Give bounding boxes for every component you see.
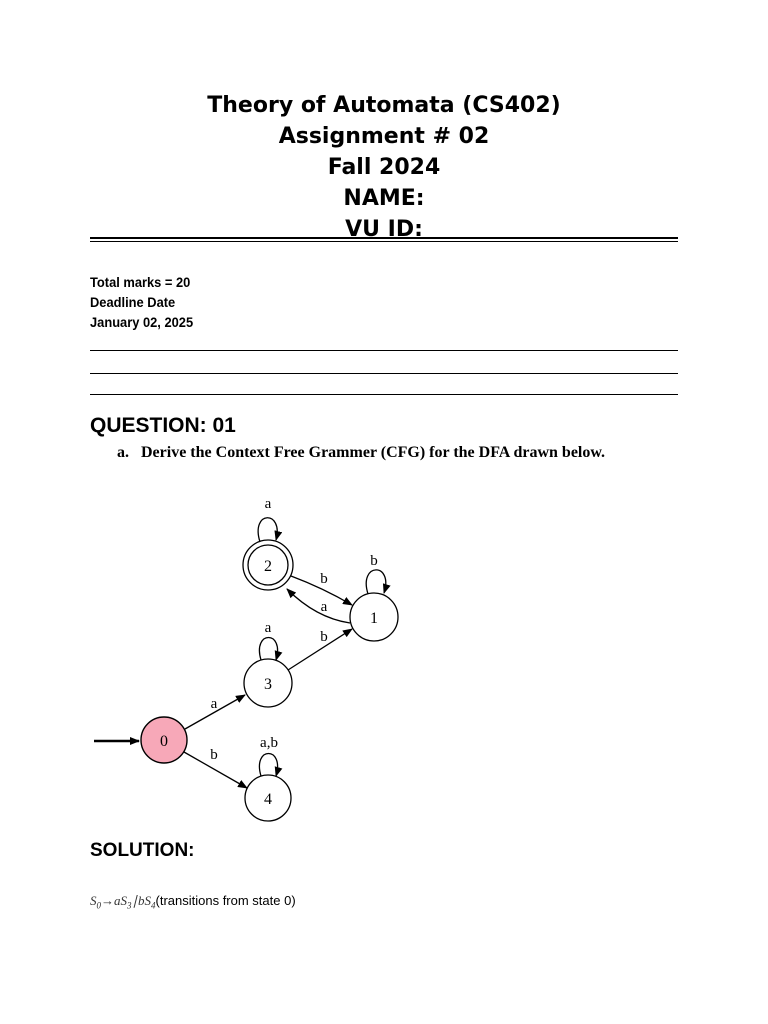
loop-3 (259, 638, 277, 661)
state-1-label: 1 (370, 610, 378, 627)
term-title: Fall 2024 (327, 155, 441, 180)
loop-2-label: a (264, 496, 272, 512)
total-marks: Total marks = 20 (90, 274, 191, 290)
edge-2-to-1-label: b (320, 571, 328, 587)
edge-0-to-4-label: b (210, 747, 218, 763)
loop-4 (259, 754, 277, 777)
edge-1-to-2 (287, 589, 350, 623)
divider-1 (90, 350, 678, 351)
solution-heading: SOLUTION: (90, 840, 195, 861)
state-2 (243, 540, 293, 590)
title-block (0, 90, 768, 245)
question-item-marker: a. (117, 444, 129, 461)
production-arrow: → (101, 893, 114, 908)
vuid-label: VU ID: (345, 217, 423, 242)
divider-3 (90, 394, 678, 395)
state-1 (350, 593, 398, 641)
header-divider (90, 237, 678, 242)
state-4-label: 4 (264, 791, 272, 808)
loop-1-label: b (370, 553, 378, 569)
production-rhs-2: $bS_4$ (138, 893, 156, 911)
state-4 (245, 775, 291, 821)
production-note: (transitions from state 0) (155, 893, 296, 908)
question-item (117, 444, 605, 462)
edge-1-to-2-label: a (320, 599, 328, 615)
edge-3-to-1-label: b (320, 629, 328, 645)
assignment-title: Assignment # 02 (278, 124, 490, 149)
state-3 (244, 659, 292, 707)
solution-line (90, 893, 296, 911)
question-heading: QUESTION: 01 (90, 414, 236, 437)
edge-0-to-3-label: a (210, 696, 218, 712)
loop-3-label: a (264, 620, 272, 636)
dfa-diagram (88, 488, 428, 824)
name-label: NAME: (343, 186, 425, 211)
loop-1 (366, 570, 386, 594)
deadline-value: January 02, 2025 (90, 314, 194, 330)
state-0 (141, 717, 187, 763)
loop-2 (258, 518, 277, 542)
divider-2 (90, 373, 678, 374)
course-title: Theory of Automata (CS402) (207, 93, 561, 118)
question-item-text: Derive the Context Free Grammer (CFG) for the DFA drawn below. (141, 444, 606, 461)
state-2-label: 2 (264, 558, 272, 575)
state-0-label: 0 (160, 733, 168, 750)
loop-4-label: a,b (260, 735, 278, 751)
production-rhs-1: $aS_3$ (114, 893, 132, 911)
assignment-meta (90, 272, 193, 332)
state-3-label: 3 (264, 676, 272, 693)
deadline-label: Deadline Date (90, 294, 176, 310)
production-lhs: $S_0$ (90, 893, 101, 911)
production-bar: ∣ (131, 893, 138, 908)
